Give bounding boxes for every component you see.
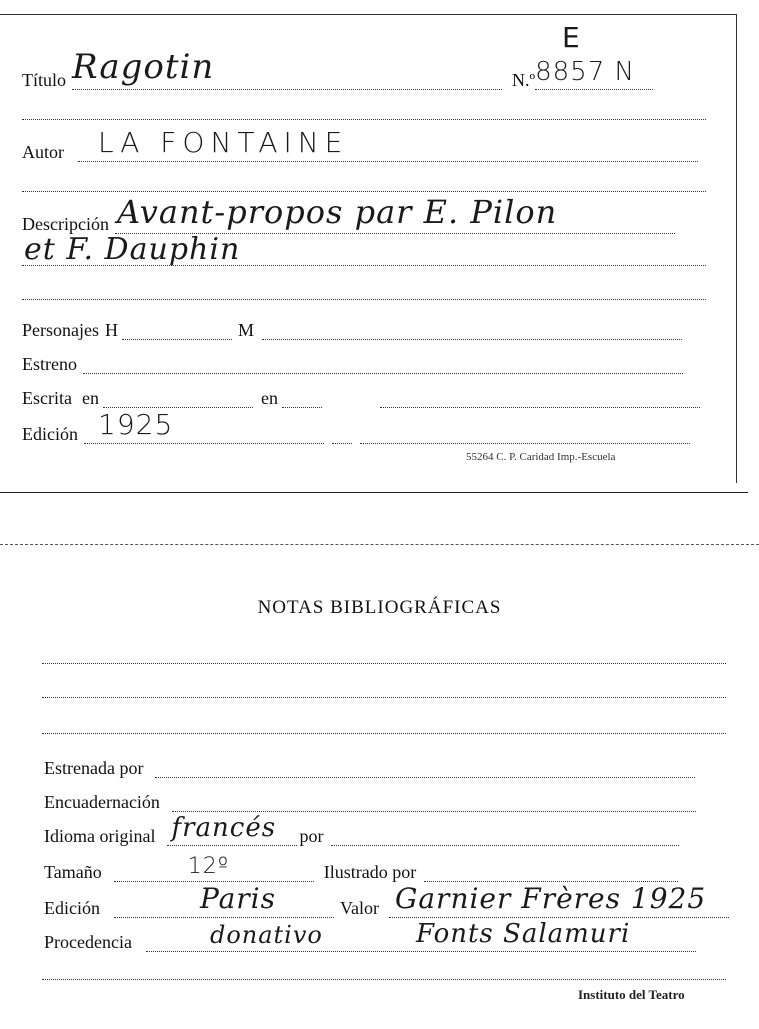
notes-line — [42, 663, 726, 664]
edicion-field — [84, 408, 324, 444]
estrenada-label: Estrenada por — [44, 758, 144, 778]
valor-value: Garnier Frères 1925 — [395, 882, 707, 915]
personajes-m-field — [262, 319, 682, 340]
escrita-en-field — [282, 387, 322, 408]
card-separator — [0, 492, 748, 493]
autor-row — [22, 126, 698, 162]
back-edicion-value: Paris — [200, 882, 276, 915]
escrita-en-label: en — [81, 388, 99, 408]
personajes-row — [22, 319, 682, 340]
category-mark: E — [562, 21, 580, 54]
autor-field — [78, 126, 698, 162]
catalog-card-front — [0, 14, 737, 483]
blank-line — [22, 299, 706, 300]
institution-footer: Instituto del Teatro — [578, 987, 685, 1002]
estreno-row — [22, 353, 683, 374]
tamano-value: 12º — [187, 854, 230, 879]
encuadernacion-label: Encuadernación — [44, 792, 160, 812]
escrita-row — [22, 387, 700, 408]
tamano-field — [114, 854, 314, 882]
edicion-dash — [332, 423, 352, 444]
descripcion-row — [22, 193, 675, 234]
tamano-row — [44, 854, 678, 882]
idioma-por-field — [331, 825, 679, 846]
idioma-field — [167, 813, 297, 846]
edicion-value: 1925 — [98, 408, 174, 441]
estreno-label: Estreno — [22, 354, 77, 374]
procedencia-row — [44, 919, 696, 952]
estrenada-field — [155, 757, 695, 778]
escrita-en2-label: en — [260, 388, 278, 408]
procedencia-value: donativo — [209, 921, 323, 949]
personajes-h-field — [122, 319, 232, 340]
titulo-value: Ragotin — [72, 47, 215, 87]
autor-value: LA FONTAINE — [98, 126, 349, 159]
numero-field — [535, 57, 653, 90]
numero-label: N.º — [512, 70, 536, 90]
escrita-field — [103, 387, 253, 408]
idioma-label: Idioma original — [44, 826, 156, 846]
back-edicion-field — [114, 882, 334, 918]
titulo-row — [22, 47, 653, 90]
procedencia-field — [146, 919, 696, 952]
tamano-label: Tamaño — [44, 862, 102, 882]
idioma-por-label: por — [299, 826, 324, 846]
edicion-label: Edición — [22, 424, 78, 444]
estreno-field — [83, 353, 683, 374]
personajes-m-label: M — [237, 320, 254, 340]
estrenada-row — [44, 757, 695, 778]
back-edicion-label: Edición — [44, 898, 100, 918]
personajes-h-label: H — [104, 320, 118, 340]
idioma-row — [44, 813, 679, 846]
encuadernacion-row — [44, 791, 696, 812]
escrita-extra-field — [380, 387, 700, 408]
blank-line — [22, 119, 706, 120]
valor-field — [389, 882, 729, 918]
ilustrado-field — [424, 861, 678, 882]
descripcion-line1: Avant-propos par E. Pilon — [116, 193, 558, 231]
procedencia-extra: Fonts Salamuri — [415, 919, 631, 949]
descripcion-line2: et F. Dauphin — [24, 232, 241, 267]
valor-label: Valor — [340, 898, 379, 918]
titulo-field — [72, 47, 502, 90]
numero-value: 8857 N — [535, 57, 635, 87]
notes-line — [42, 979, 726, 980]
descripcion-field — [115, 193, 675, 234]
descripcion-label: Descripción — [22, 214, 109, 234]
notes-line — [42, 697, 726, 698]
catalog-card-back — [0, 544, 759, 1029]
blank-line — [22, 191, 706, 192]
notas-heading: NOTAS BIBLIOGRÁFICAS — [257, 597, 502, 618]
edicion-extra-field — [360, 423, 690, 444]
ilustrado-label: Ilustrado por — [323, 862, 417, 882]
procedencia-label: Procedencia — [44, 932, 132, 952]
titulo-label: Título — [22, 70, 66, 90]
idioma-value: francés — [171, 813, 277, 843]
descripcion-line2-field — [22, 232, 706, 267]
printer-note: 55264 C. P. Caridad Imp.-Escuela — [466, 451, 616, 463]
notes-line — [42, 733, 726, 734]
edicion-row — [22, 408, 690, 444]
autor-label: Autor — [22, 142, 64, 162]
back-edicion-row — [44, 882, 729, 918]
personajes-label: Personajes — [22, 320, 99, 340]
encuadernacion-field — [172, 791, 696, 812]
escrita-label: Escrita — [22, 388, 72, 408]
